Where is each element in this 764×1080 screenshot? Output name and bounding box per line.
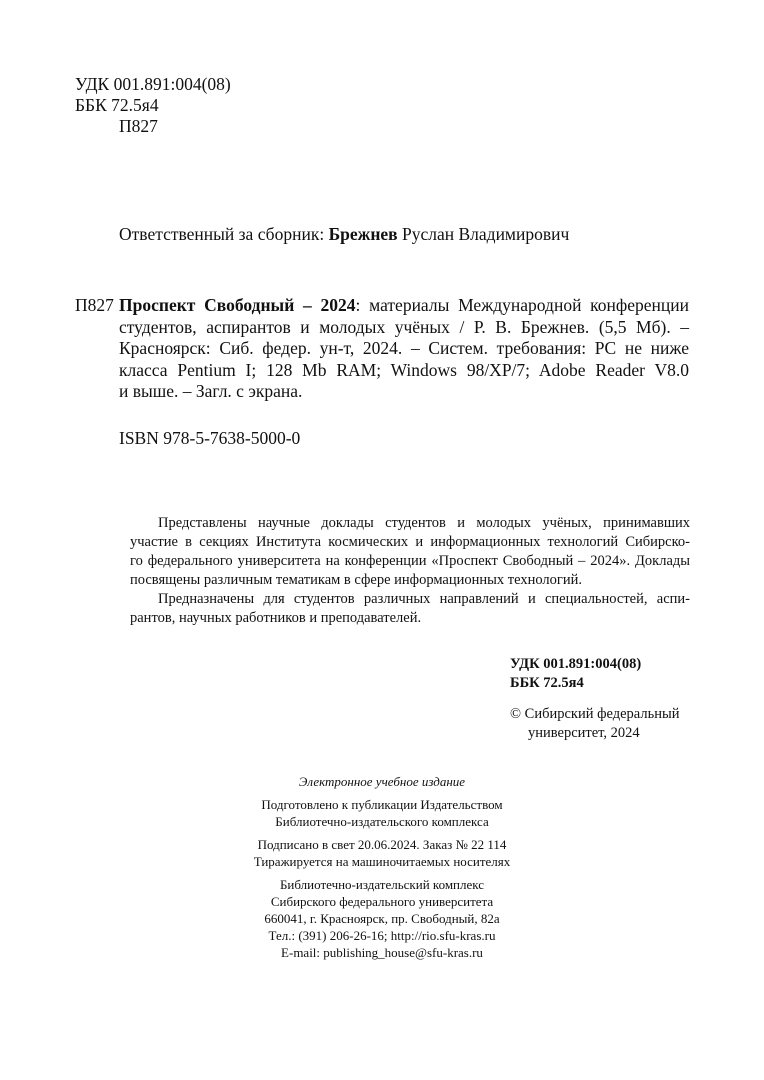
bib-mark: П827 bbox=[75, 295, 114, 315]
publisher-address-3: 660041, г. Красноярск, пр. Свободный, 82а bbox=[264, 911, 500, 926]
annotation-line: го федерального университета на конференции «Проспект Свободный – 2024». Доклады bbox=[130, 553, 690, 569]
isbn: ISBN 978-5-7638-5000-0 bbox=[119, 428, 301, 448]
publisher-phone: Тел.: (391) 206-26-16; http://rio.sfu-kras.ru bbox=[268, 928, 496, 943]
prepared-line-2: Библиотечно-издательского комплекса bbox=[275, 814, 489, 829]
prepared-line-1: Подготовлено к публикации Издательством bbox=[261, 797, 503, 812]
copyright-line-2: университет, 2024 bbox=[528, 725, 640, 741]
udk-code-bottom: УДК 001.891:004(08) bbox=[510, 656, 642, 672]
bib-line: класса Pentium I; 128 Mb RAM; Windows 98/XP/7; Adobe Reader V8.0 bbox=[119, 359, 689, 380]
annotation-line: участие в секциях Института космических и информационных технологий Сибирско- bbox=[130, 534, 690, 550]
responsible-surname: Брежнев bbox=[328, 224, 398, 244]
replicated-line: Тиражируется на машиночитаемых носителях bbox=[253, 854, 511, 869]
signed-line: Подписано в свет 20.06.2024. Заказ № 22 114 bbox=[257, 837, 507, 852]
publisher-email: E-mail: publishing_house@sfu-kras.ru bbox=[281, 945, 483, 960]
responsible-name: Руслан Владимирович bbox=[402, 224, 570, 244]
edition-type: Электронное учебное издание bbox=[298, 774, 466, 789]
responsible-line bbox=[119, 224, 569, 246]
annotation-line: Представлены научные доклады студентов и молодых учёных, принимавших bbox=[158, 515, 690, 531]
annotation-line: посвящены различным тематикам в сфере информационных технологий. bbox=[130, 572, 582, 588]
bbk-code: ББК 72.5я4 bbox=[75, 95, 159, 115]
book-title: Проспект Свободный – 2024 bbox=[119, 295, 356, 315]
responsible-label: Ответственный за сборник: bbox=[119, 224, 325, 244]
annotation bbox=[130, 514, 690, 628]
copyright-line-1: © Сибирский федеральный bbox=[510, 706, 680, 722]
annotation-line: Предназначены для студентов различных направлений и специальностей, аспи- bbox=[158, 591, 690, 607]
publisher-address-2: Сибирского федерального университета bbox=[270, 894, 494, 909]
bib-line: Красноярск: Сиб. федер. ун-т, 2024. – Систем. требования: PC не ниже bbox=[119, 338, 689, 358]
bib-line: и выше. – Загл. с экрана. bbox=[119, 381, 303, 401]
udk-code: УДК 001.891:004(08) bbox=[75, 74, 231, 94]
bib-line: Проспект Свободный – 2024: материалы Международной конференции bbox=[119, 295, 689, 315]
publisher-address-1: Библиотечно-издательский комплекс bbox=[279, 877, 485, 892]
bbk-code-bottom: ББК 72.5я4 bbox=[510, 675, 584, 691]
bib-description bbox=[119, 295, 689, 403]
annotation-line: рантов, научных работников и преподавателей. bbox=[130, 610, 422, 626]
author-mark: П827 bbox=[119, 116, 158, 136]
bib-line: студентов, аспирантов и молодых учёных / Р. В. Брежнев. (5,5 Мб). – bbox=[119, 316, 689, 337]
